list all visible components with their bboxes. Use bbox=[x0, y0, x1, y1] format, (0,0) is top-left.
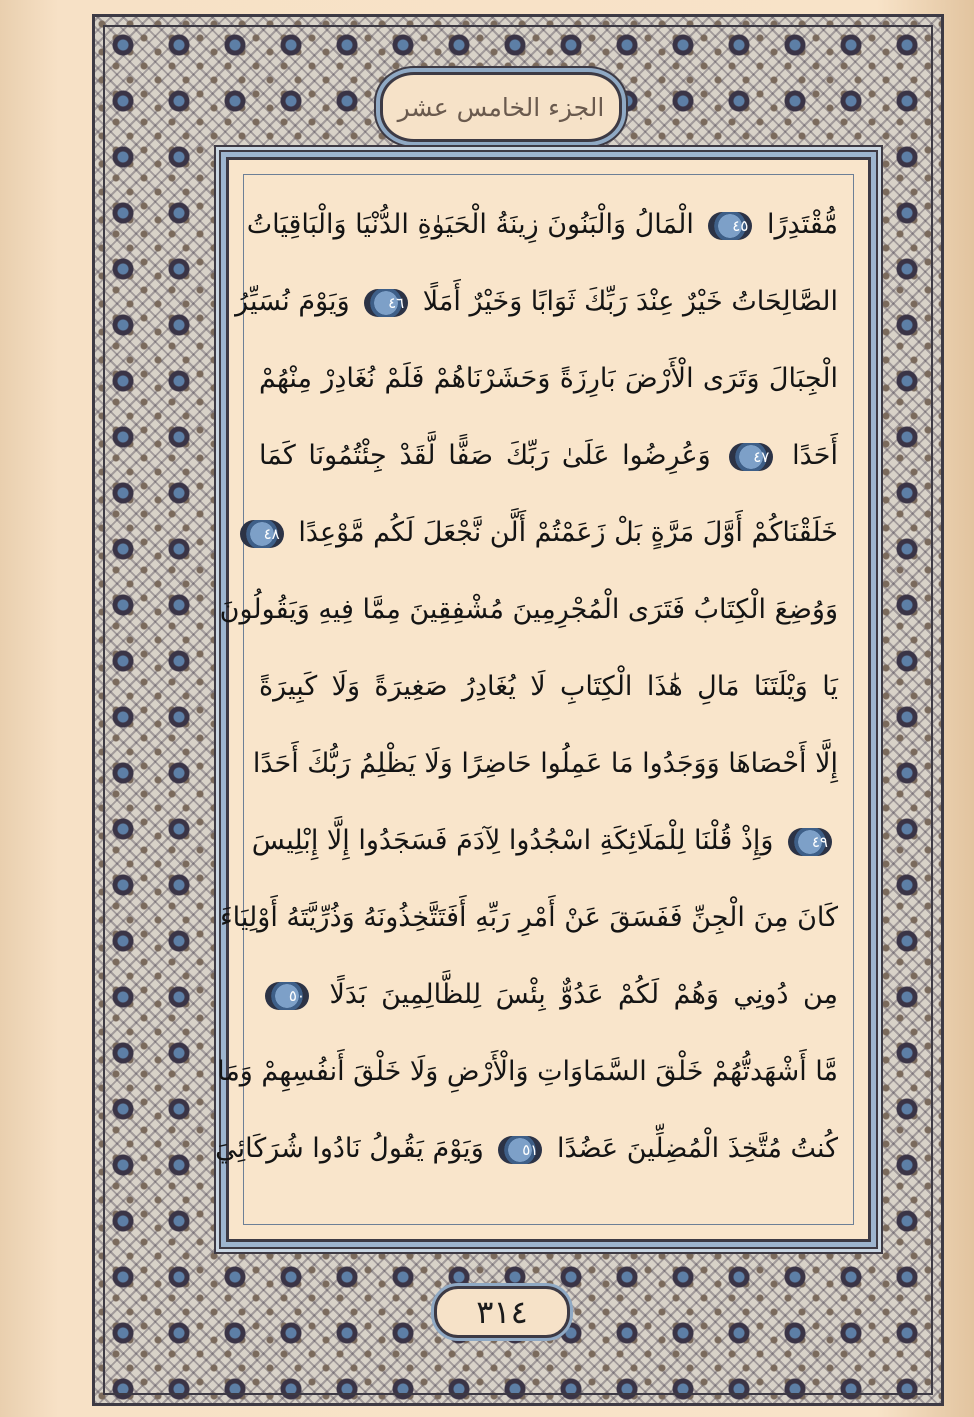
verse-line bbox=[259, 956, 838, 1033]
line-text: مَّا أَشْهَدتُّهُمْ خَلْقَ السَّمَاوَاتِ وَالْأَرْضِ وَلَا خَلْقَ أَنفُسِهِمْ وَمَا bbox=[217, 1056, 838, 1087]
verse-line bbox=[252, 725, 838, 802]
juz-header-cartouche bbox=[380, 72, 622, 142]
text-panel bbox=[215, 157, 871, 1242]
line-text: وَعُرِضُوا عَلَىٰ رَبِّكَ صَفًّا لَّقَدْ جِئْتُمُونَا كَمَا bbox=[259, 440, 711, 471]
ayah-marker: ٥١ bbox=[498, 1136, 542, 1164]
verse-line bbox=[251, 802, 838, 879]
line-text: الْجِبَالَ وَتَرَى الْأَرْضَ بَارِزَةً وَحَشَرْنَاهُمْ فَلَمْ نُغَادِرْ مِنْهُمْ bbox=[259, 363, 838, 394]
line-text: كُنتُ مُتَّخِذَ الْمُضِلِّينَ عَضُدًا bbox=[556, 1133, 838, 1164]
verse-line bbox=[219, 879, 838, 956]
line-text: إِلَّا أَحْصَاهَا وَوَجَدُوا مَا عَمِلُوا حَاضِرًا وَلَا يَظْلِمُ رَبُّكَ أَحَدًا bbox=[252, 748, 838, 779]
line-text: وَوُضِعَ الْكِتَابُ فَتَرَى الْمُجْرِمِينَ مُشْفِقِينَ مِمَّا فِيهِ وَيَقُولُونَ bbox=[219, 594, 838, 625]
verse-line bbox=[259, 417, 838, 494]
line-text: الْمَالُ وَالْبَنُونَ زِينَةُ الْحَيَوٰةِ الدُّنْيَا وَالْبَاقِيَاتُ bbox=[246, 209, 694, 240]
verse-lines bbox=[215, 186, 838, 1187]
ayah-marker: ٤٩ bbox=[788, 828, 832, 856]
verse-line bbox=[259, 494, 838, 571]
line-text: خَلَقْنَاكُمْ أَوَّلَ مَرَّةٍ بَلْ زَعَمْتُمْ أَلَّن نَّجْعَلَ لَكُم مَّوْعِدًا bbox=[298, 517, 838, 548]
ayah-marker: ٥٠ bbox=[265, 982, 309, 1010]
verse-line bbox=[219, 571, 838, 648]
verse-line bbox=[215, 1110, 838, 1187]
line-text: وَإِذْ قُلْنَا لِلْمَلَائِكَةِ اسْجُدُوا لِآدَمَ فَسَجَدُوا إِلَّا إِبْلِيسَ bbox=[251, 825, 774, 856]
ayah-marker: ٤٨ bbox=[240, 520, 284, 548]
line-text: مِن دُونِي وَهُمْ لَكُمْ عَدُوٌّ بِئْسَ لِلظَّالِمِينَ بَدَلًا bbox=[329, 979, 838, 1010]
verse-line bbox=[235, 263, 838, 340]
line-text: أَحَدًا bbox=[792, 440, 838, 471]
ayah-marker: ٤٦ bbox=[364, 289, 408, 317]
line-text: الصَّالِحَاتُ خَيْرٌ عِنْدَ رَبِّكَ ثَوَابًا وَخَيْرٌ أَمَلًا bbox=[422, 286, 838, 317]
page-number: ٣١٤ bbox=[434, 1286, 570, 1338]
juz-title: الجزء الخامس عشر bbox=[397, 92, 605, 122]
line-text: وَيَوْمَ نُسَيِّرُ bbox=[235, 286, 350, 317]
line-text: كَانَ مِنَ الْجِنِّ فَفَسَقَ عَنْ أَمْرِ رَبِّهِ أَفَتَتَّخِذُونَهُ وَذُرِّيَّتَهُ أَوْلِيَاءَ bbox=[219, 902, 838, 933]
verse-line bbox=[259, 648, 838, 725]
line-text: يَا وَيْلَتَنَا مَالِ هَٰذَا الْكِتَابِ لَا يُغَادِرُ صَغِيرَةً وَلَا كَبِيرَةً bbox=[259, 671, 838, 702]
verse-line bbox=[246, 186, 838, 263]
verse-line bbox=[259, 340, 838, 417]
ayah-marker: ٤٥ bbox=[708, 212, 752, 240]
ayah-marker: ٤٧ bbox=[729, 443, 773, 471]
verse-line bbox=[217, 1033, 838, 1110]
line-text: مُّقْتَدِرًا bbox=[767, 209, 838, 240]
line-text: وَيَوْمَ يَقُولُ نَادُوا شُرَكَائِيَ bbox=[215, 1133, 484, 1164]
